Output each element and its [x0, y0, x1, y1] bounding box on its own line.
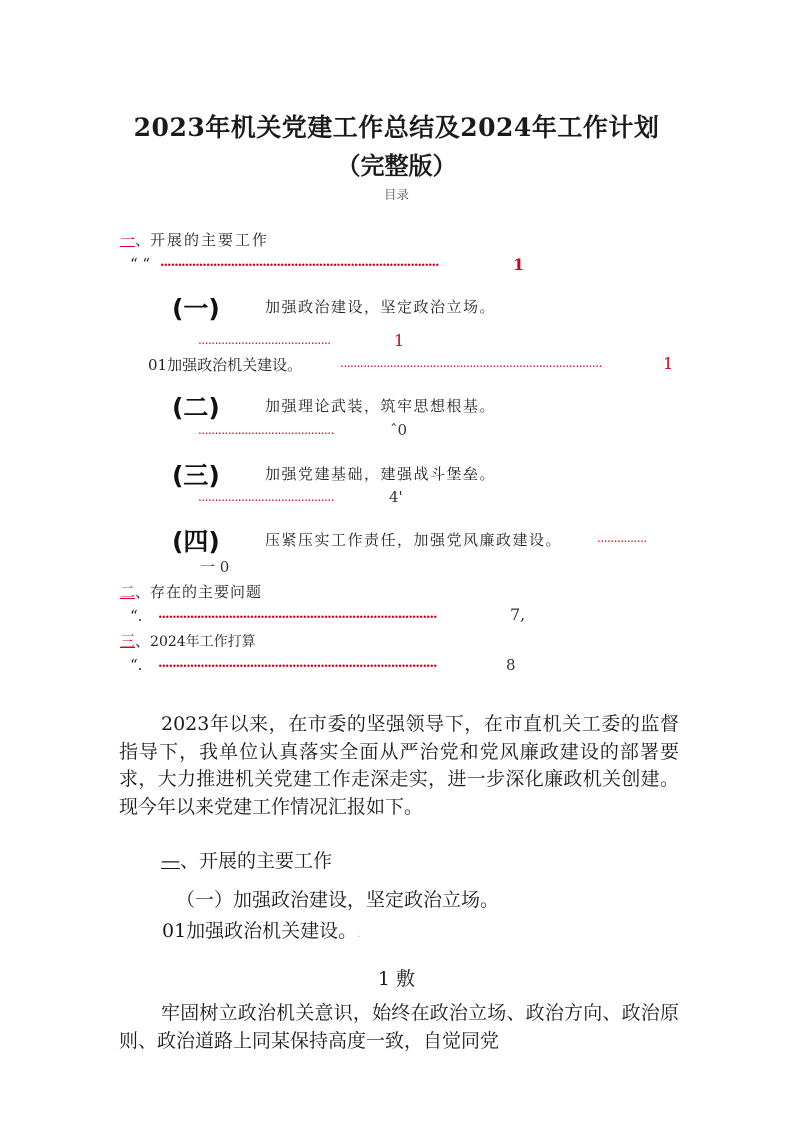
toc-item-3[interactable]	[120, 630, 256, 651]
toc-sub-3-num: (三)	[172, 461, 220, 490]
section-heading-1-num: —	[161, 850, 180, 872]
toc-item-1-dots: ...............................................................................	[160, 255, 439, 270]
toc-item-1[interactable]	[120, 229, 269, 250]
section-heading-1-text: 、开展的主要工作	[180, 850, 333, 872]
toc-item-3-dots: ...............................................................................	[158, 656, 437, 671]
toc-item-1-sep: 、	[135, 231, 151, 249]
toc-sub-2-page: ˆ0	[390, 421, 408, 439]
toc-sub-2-text[interactable]: 加强理论武装，筑牢思想根基。	[265, 397, 497, 415]
toc-item-3-page: 8	[506, 656, 516, 674]
section-heading-3-text: 01加强政治机关建设。	[162, 920, 358, 942]
toc-sub-1a-dots: ...............................................................................	[340, 356, 602, 370]
toc-item-1-num: 一	[120, 231, 136, 249]
toc-label: 目录	[383, 187, 409, 202]
toc-item-2[interactable]	[120, 581, 262, 602]
toc-sub-3-dots: .........................................	[198, 490, 334, 504]
toc-item-2-lead: “.	[130, 607, 143, 625]
toc-sub-3-page: 4'	[389, 488, 403, 506]
body-paragraph: 牢固树立政治机关意识，始终在政治立场、政治方向、政治原则、政治道路上同某保持高度一致，自觉同党	[119, 1002, 679, 1052]
toc-item-1-text: 开展的主要工作	[150, 231, 270, 249]
section-heading-2: （一）加强政治建设，坚定政治立场。	[176, 889, 500, 911]
toc-sub-1-text[interactable]: 加强政治建设，坚定政治立场。	[265, 298, 497, 316]
toc-item-2-sep: 、	[135, 583, 151, 601]
document-title: 2023年机关党建工作总结及2024年工作计划	[133, 113, 660, 142]
toc-item-3-lead: “.	[130, 656, 143, 674]
toc-item-1-page: 1	[513, 255, 525, 274]
document-subtitle: （完整版）	[336, 151, 457, 180]
toc-sub-1a-text[interactable]: 01加强政治机关建设。	[148, 356, 303, 374]
toc-item-2-dots: ...............................................................................	[158, 607, 437, 622]
toc-sub-4-num: (四)	[172, 527, 220, 556]
section-heading-1	[161, 848, 332, 875]
toc-sub-2-num: (二)	[172, 393, 220, 422]
toc-item-2-page: 7,	[510, 605, 526, 624]
toc-item-1-lead: “ “	[130, 255, 151, 273]
toc-item-2-text: 存在的主要问题	[150, 583, 263, 601]
toc-sub-1-dots: ........................................	[198, 333, 331, 347]
toc-sub-4-dots: ...............	[597, 531, 647, 545]
toc-sub-1-page: 1	[394, 331, 405, 350]
toc-sub-1a-page: 1	[663, 354, 674, 373]
intro-paragraph: 2023年以来，在市委的坚强领导下，在市直机关工委的监督指导下，我单位认真落实全面从严治党和党风廉政建设的部署要求，大力推进机关党建工作走深走实，进一步深化廉政机关创建。现今年以来党建工作情况汇报如下。	[119, 713, 679, 818]
toc-item-3-text: 2024年工作打算	[150, 634, 256, 650]
toc-item-1-leader	[130, 255, 150, 273]
section-heading-3	[162, 918, 360, 948]
toc-sub-3-text[interactable]: 加强党建基础，建强战斗堡垒。	[265, 465, 497, 483]
section-heading-3-tail: .	[357, 929, 361, 940]
centered-marker: 1 敷	[377, 968, 416, 990]
toc-item-3-sep: 、	[135, 632, 151, 650]
toc-sub-4-continuation: 一 0	[200, 558, 230, 576]
toc-sub-1-num: (一)	[172, 294, 220, 323]
toc-sub-4-text[interactable]: 压紧压实工作责任，加强党风廉政建设。	[265, 531, 563, 549]
toc-item-2-num: 二	[120, 583, 136, 601]
toc-item-3-num: 三	[120, 632, 136, 650]
toc-sub-2-dots: .........................................	[198, 423, 334, 437]
